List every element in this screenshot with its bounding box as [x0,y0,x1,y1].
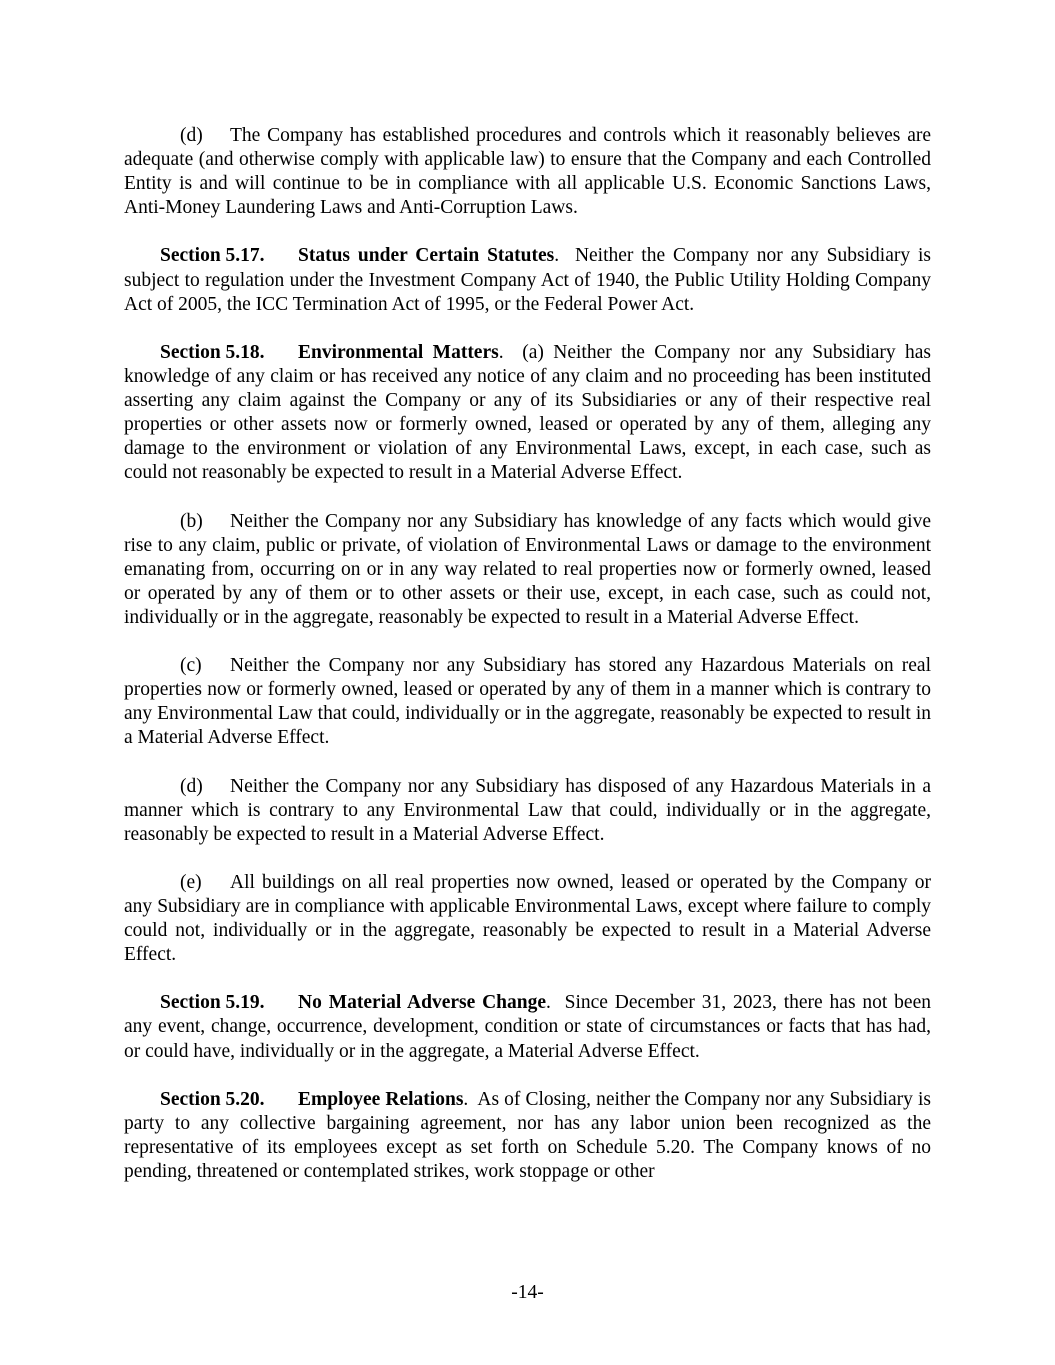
paragraph-text: Neither the Company nor any Subsidiary has knowledge of any facts which would give rise to any claim, public or private, of violation of Environmental Laws or damage to the environment emanating from, occurring on or in any way related to real properties now or formerly owned, leased or operated by any of them or to other assets or their use, except, in each case, such as could not, individually or in the aggregate, reasonably be expected to result in a Material Adverse Effect. [124,510,931,628]
subsection-label: (b) [180,510,203,532]
section-5-20: Section 5.20. Employee Relations. As of Closing, neither the Company nor any Subsidiary is party to any collective bargaining agreement, nor has any labor union been recognized as the representative of its employees except as set forth on Schedule 5.20. The Company knows of no pending, threatened or contemplated strikes, work stoppage or other [124,1088,931,1183]
document-body [124,124,931,1208]
subsection-label: (c) [180,655,202,677]
paragraph-5-18-c [124,654,931,750]
section-text: Neither the Company nor any Subsidiary is subject to regulation under the Investment Company Act of 1940, the Public Utility Holding Company Act of 2005, the ICC Termination Act of 1995, or the Federal Power Act. [124,245,932,315]
section-title: Employee Relations [298,1088,464,1110]
paragraph-text: The Company has established procedures and controls which it reasonably believes are adequate (and otherwise comply with applicable law) to ensure that the Company and each Controlled Entity is and will continue to be in compliance with all applicable U.S. Economic Sanctions Laws, Anti-Money Laundering Laws and Anti-Corruption Laws. [124,125,931,219]
section-number: Section 5.19. [160,992,265,1014]
paragraph-text: All buildings on all real properties now owned, leased or operated by the Company or any Subsidiary are in compliance with applicable Environmental Laws, except where failure to comply could not, individually or in the aggregate, reasonably be expected to result in a Material Adverse Effect. [124,871,931,966]
paragraph-5-18-e [124,871,931,967]
section-5-19: Section 5.19. No Material Adverse Change. Since December 31, 2023, there has not been any event, change, occurrence, development, condition or state of circumstances or facts that has had, or could have, individually or in the aggregate, a Material Adverse Effect. [124,992,931,1062]
page-number: -14- [511,1282,544,1303]
paragraph-text: Neither the Company nor any Subsidiary has disposed of any Hazardous Materials in a manner which is contrary to any Environmental Law that could, individually or in the aggregate, reasonably be expected to result in a Material Adverse Effect. [124,775,931,845]
subsection-label: (e) [180,871,202,893]
section-title: Environmental Matters [298,341,499,363]
paragraph-5-18-d [124,775,931,847]
paragraph-5-18-b [124,510,931,630]
section-title: Status under Certain Statutes [298,245,555,267]
section-number: Section 5.17. [160,245,265,267]
section-number: Section 5.18. [160,341,265,363]
section-number: Section 5.20. [160,1088,265,1110]
subsection-label: (d) [180,125,203,146]
section-text: (a) Neither the Company nor any Subsidiary has knowledge of any claim or has received any notice of any claim and no proceeding has been instituted asserting any claim against the Company or any of its Subsidiaries or any of their respective real properties or other assets now or formerly owned, leased or operated by any of them, alleging any damage to the environment or violation of any Environmental Laws, except, in each case, such as could not reasonably be expected to result in a Material Adverse Effect. [124,341,932,484]
paragraph-text: Neither the Company nor any Subsidiary has stored any Hazardous Materials on real properties now or formerly owned, leased or operated by any of them in a manner which is contrary to any Environmental Law that could, individually or in the aggregate, reasonably be expected to result in a Material Adverse Effect. [124,655,931,749]
section-5-18: Section 5.18. Environmental Matters. (a) Neither the Company nor any Subsidiary has knowledge of any claim or has received any notice of any claim and no proceeding has been instituted asserting any claim against the Company or any of its Subsidiaries or any of their respective real properties or other assets now or formerly owned, leased or operated by any of them, alleging any damage to the environment or violation of any Environmental Laws, except, in each case, such as could not reasonably be expected to result in a Material Adverse Effect. [124,341,932,484]
section-text: As of Closing, neither the Company nor any Subsidiary is party to any collective bargaining agreement, nor has any labor union been recognized as the representative of its employees except as set forth on Schedule 5.20. The Company knows of no pending, threatened or contemplated strikes, work stoppage or other [124,1088,931,1183]
section-text: Since December 31, 2023, there has not been any event, change, occurrence, development, condition or state of circumstances or facts that has had, or could have, individually or in the aggregate, a Material Adverse Effect. [124,992,931,1062]
section-5-17: Section 5.17. Status under Certain Statutes. Neither the Company nor any Subsidiary is subject to regulation under the Investment Company Act of 1940, the Public Utility Holding Company Act of 2005, the ICC Termination Act of 1995, or the Federal Power Act. [124,245,932,315]
section-title: No Material Adverse Change [298,992,547,1014]
paragraph-5-16-d [124,124,931,220]
subsection-label: (d) [180,775,203,797]
